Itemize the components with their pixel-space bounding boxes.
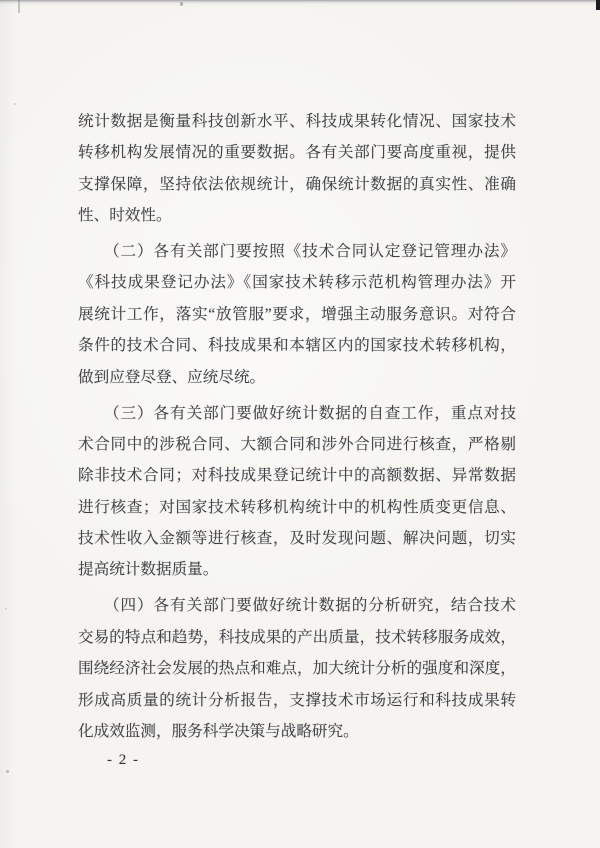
document-line: 做到应登尽登、应统尽统。 — [78, 368, 266, 386]
scan-edge-tick — [18, 0, 20, 13]
document-line: 化成效监测，服务科学决策与战略研究。 — [78, 722, 359, 740]
document-line: 除非技术合同；对科技成果登记统计中的高额数据、异常数据 — [78, 467, 516, 485]
document-line: （三）各有关部门要做好统计数据的自查工作，重点对技 — [104, 404, 516, 422]
document-line: 术合同中的涉税合同、大额合同和涉外合同进行核查，严格剔 — [78, 435, 516, 453]
paragraph — [78, 106, 516, 232]
document-line: 交易的特点和趋势，科技成果的产出质量，技术转移服务成效， — [78, 628, 516, 646]
document-line: 条件的技术合同、科技成果和本辖区内的国家技术转移机构， — [78, 337, 516, 355]
scan-speck — [14, 103, 16, 105]
document-line: 围绕经济社会发展的热点和难点，加大统计分析的强度和深度， — [78, 660, 516, 678]
document-line: 展统计工作，落实“放管服”要求，增强主动服务意识。对符合 — [78, 305, 516, 323]
document-line: 统计数据是衡量科技创新水平、科技成果转化情况、国家技术 — [78, 113, 516, 130]
document-line: 技术性收入金额等进行核查，及时发现问题、解决问题，切实 — [78, 530, 516, 548]
document-line: 转移机构发展情况的重要数据。各有关部门要高度重视，提供 — [78, 144, 516, 162]
document-line: （四）各有关部门要做好统计数据的分析研究，结合技术 — [104, 597, 516, 615]
document-line: （二）各有关部门要按照《技术合同认定登记管理办法》 — [104, 243, 516, 261]
paragraph — [78, 236, 516, 393]
document-line: 支撑保障，坚持依法依规统计，确保统计数据的真实性、准确 — [78, 175, 516, 193]
scan-corner-mark — [596, 0, 600, 10]
document-line: 形成高质量的统计分析报告，支撑技术市场运行和科技成果转 — [78, 691, 516, 709]
page-number: - 2 - — [107, 752, 140, 768]
paragraph — [78, 590, 516, 747]
document-line: 《科技成果登记办法》《国家技术转移示范机构管理办法》开 — [78, 274, 516, 292]
scan-speck — [5, 608, 7, 610]
scan-top-edge-shadow — [0, 0, 600, 4]
document-body — [78, 106, 516, 747]
scan-speck — [180, 2, 183, 6]
paragraph — [78, 398, 516, 586]
document-line: 性、时效性。 — [78, 207, 172, 225]
document-line: 提高统计数据质量。 — [78, 561, 219, 579]
document-line: 进行核查；对国家技术转移机构统计中的机构性质变更信息、 — [78, 498, 516, 516]
scan-speck — [6, 770, 9, 773]
